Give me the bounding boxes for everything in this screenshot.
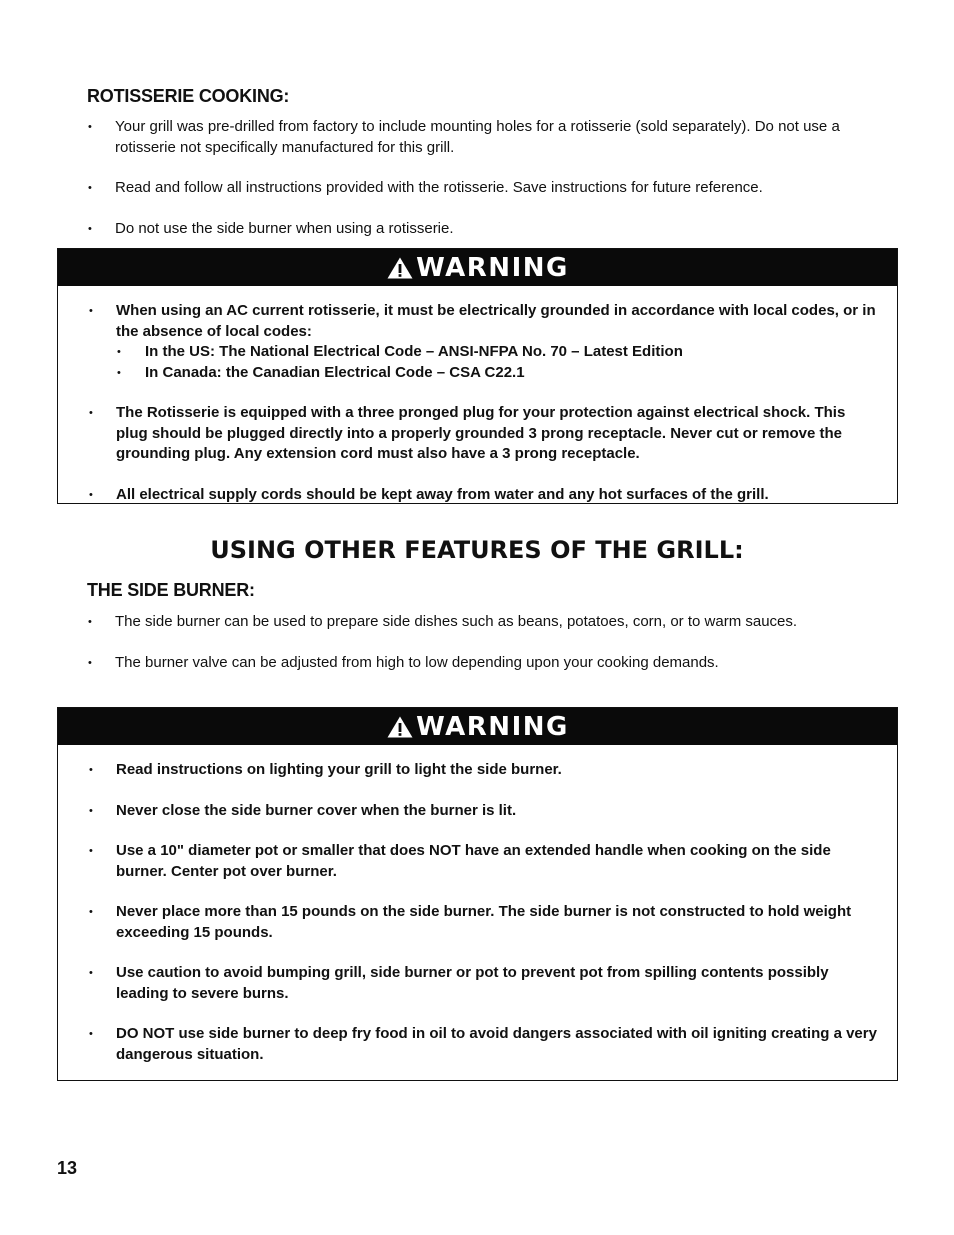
bullet-icon: • [117, 366, 121, 379]
features-title: USING OTHER FEATURES OF THE GRILL: [210, 536, 744, 564]
list-item: • Never close the side burner cover when the burner is lit. [88, 801, 877, 822]
bullet-icon: • [88, 121, 92, 133]
list-item: • Read instructions on lighting your grill to light the side burner. [88, 760, 877, 781]
list-item: • Use caution to avoid bumping grill, side burner or pot to prevent pot from spilling contents possibly leading to severe burns. [89, 964, 829, 1002]
list-item: • DO NOT use side burner to deep fry food in oil to avoid dangers associated with oil igniting creating a very dangerous situation. [89, 1025, 877, 1063]
rotisserie-heading: ROTISSERIE COOKING: [87, 86, 290, 106]
bullet-icon: • [88, 222, 92, 235]
bullet-icon: • [117, 346, 121, 358]
bullet-icon: • [89, 488, 93, 501]
warning-banner [58, 249, 897, 286]
warning-label: WARNING [416, 711, 569, 742]
warning-label: WARNING [416, 252, 569, 283]
list-item: • The burner valve can be adjusted from high to low depending upon your cooking demands. [87, 653, 877, 674]
list-item: • The Rotisserie is equipped with a three pronged plug for your protection against electrical shock. This plug should be plugged directly into a properly grounded 3 prong receptacle. Never cut or remove the grounding plug. Any extension cord must also have a 3 prong receptacle. [89, 404, 846, 462]
side-burner-list [87, 612, 877, 673]
bullet-icon: • [89, 967, 93, 979]
warning-list [58, 286, 897, 515]
list-item: • In Canada: the Canadian Electrical Code – CSA C22.1 [116, 363, 877, 384]
code-sublist [116, 342, 877, 383]
list-item: • Never place more than 15 pounds on the side burner. The side burner is not constructed to hold weight exceeding 15 pounds. [89, 903, 852, 941]
page-number: 13 [57, 1158, 78, 1178]
bullet-icon: • [88, 182, 92, 194]
warning-triangle-icon [386, 256, 414, 280]
list-item: • Use a 10" diameter pot or smaller that does NOT have an extended handle when cooking on the side burner. Center pot over burner. [89, 842, 831, 880]
rotisserie-warning-box [57, 248, 898, 504]
list-item: • In the US: The National Electrical Code – ANSI-NFPA No. 70 – Latest Edition [116, 342, 877, 363]
bullet-icon: • [88, 616, 92, 628]
bullet-icon: • [89, 764, 93, 776]
warning-triangle-icon [386, 715, 414, 739]
list-item: • Your grill was pre-drilled from factory to include mounting holes for a rotisserie (sold separately). Do not use a rotisserie not specifically manufactured for this grill. [88, 118, 840, 156]
side-burner-warning-box [57, 707, 898, 1081]
bullet-icon: • [89, 305, 93, 317]
bullet-icon: • [89, 1028, 93, 1040]
warning-list [58, 745, 897, 1075]
list-item: • The side burner can be used to prepare side dishes such as beans, potatoes, corn, or to warm sauces. [87, 612, 877, 633]
list-item: • Read and follow all instructions provided with the rotisserie. Save instructions for future reference. [87, 178, 877, 199]
list-item: • Do not use the side burner when using a rotisserie. [87, 219, 877, 240]
warning-banner [58, 708, 897, 745]
bullet-icon: • [89, 407, 93, 419]
side-burner-heading: THE SIDE BURNER: [87, 580, 255, 600]
list-item: • All electrical supply cords should be kept away from water and any hot surfaces of the grill. [88, 485, 877, 506]
bullet-icon: • [89, 845, 93, 857]
bullet-icon: • [89, 804, 93, 817]
rotisserie-list [87, 117, 877, 239]
list-item: • When using an AC current rotisserie, it must be electrically grounded in accordance with local codes, or in the absence of local codes: • In the US: The National Electrical Code – ANSI-NFPA No. 70 – Latest Edition • In Canada: the Canadian Electrical Code – CSA C22.1 [88, 301, 877, 383]
bullet-icon: • [88, 656, 92, 669]
bullet-icon: • [89, 906, 93, 918]
